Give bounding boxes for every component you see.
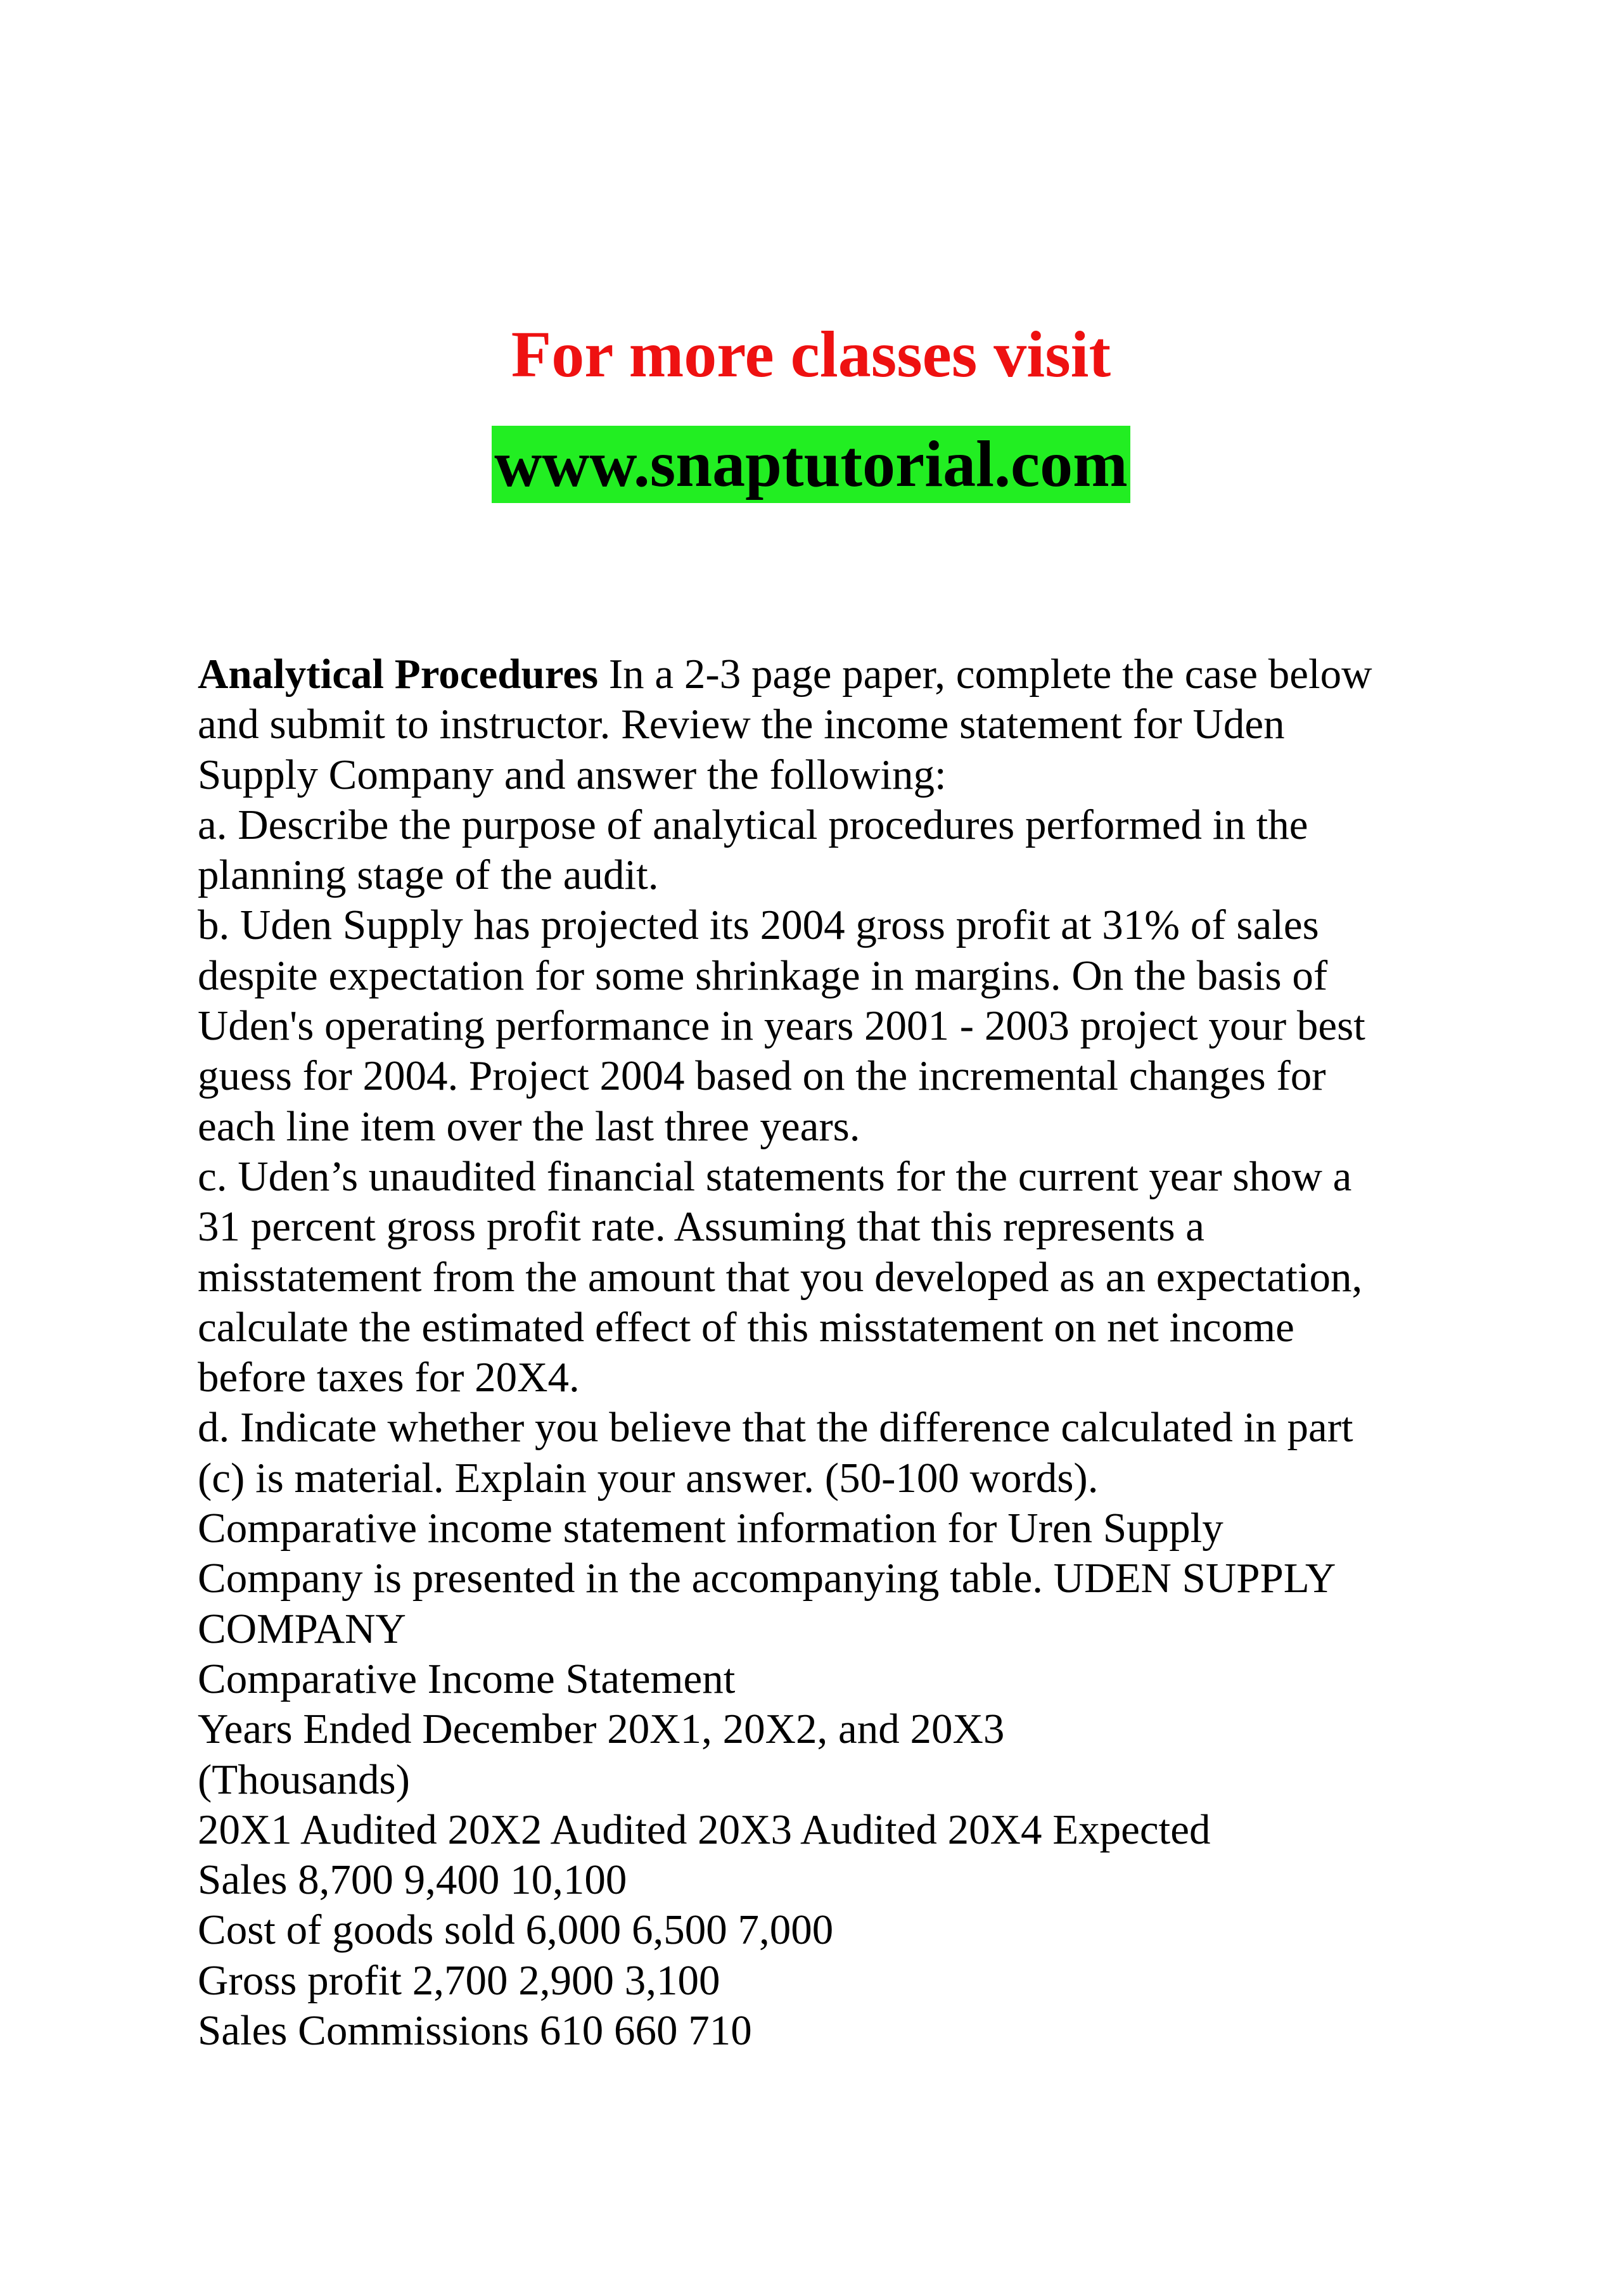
statement-row-sales: Sales 8,700 9,400 10,100 [198,1856,627,1904]
statement-period-line: Years Ended December 20X1, 20X2, and 20X3 [198,1706,1005,1753]
paragraph-line-text: In a 2-3 page paper, complete the case below [598,651,1372,698]
question-b-line: despite expectation for some shrinkage in margins. On the basis of [198,952,1328,999]
paragraph-line: and submit to instructor. Review the income statement for Uden [198,701,1285,748]
paragraph-line [198,649,1465,699]
statement-intro-line: Comparative income statement information for Uren Supply [198,1505,1223,1552]
question-a-line: planning stage of the audit. [198,851,659,899]
promo-url-container [0,426,1622,503]
statement-row-gross-profit: Gross profit 2,700 2,900 3,100 [198,1956,720,2004]
document-heading: Analytical Procedures [198,651,599,698]
question-c-line: before taxes for 20X4. [198,1354,580,1401]
question-b-line: b. Uden Supply has projected its 2004 gross profit at 31% of sales [198,902,1319,949]
statement-row-sales-commissions: Sales Commissions 610 660 710 [198,2007,752,2055]
statement-units-line: (Thousands) [198,1756,410,1803]
question-c-line: 31 percent gross profit rate. Assuming that this represents a [198,1203,1205,1251]
promo-url-link[interactable]: www.snaptutorial.com [492,426,1130,503]
statement-company-line: COMPANY [198,1605,406,1652]
promo-title: For more classes visit [511,318,1111,391]
statement-intro-line: Company is presented in the accompanying table. UDEN SUPPLY [198,1555,1336,1602]
statement-title-line: Comparative Income Statement [198,1655,736,1702]
paragraph-line: Supply Company and answer the following: [198,751,947,798]
question-c-line: calculate the estimated effect of this misstatement on net income [198,1303,1294,1351]
question-b-line: guess for 2004. Project 2004 based on the incremental changes for [198,1052,1326,1100]
question-b-line: each line item over the last three years. [198,1102,860,1150]
question-b-line: Uden's operating performance in years 2001 - 2003 project your best [198,1002,1365,1050]
statement-row-cogs: Cost of goods sold 6,000 6,500 7,000 [198,1906,834,1954]
document-body [198,649,1465,2056]
question-c-line: misstatement from the amount that you developed as an expectation, [198,1253,1363,1301]
question-c-line: c. Uden’s unaudited financial statements for the current year show a [198,1152,1352,1200]
question-a-line: a. Describe the purpose of analytical procedures performed in the [198,801,1308,848]
statement-header-row: 20X1 Audited 20X2 Audited 20X3 Audited 20X4 Expected [198,1806,1211,1853]
question-d-line: d. Indicate whether you believe that the difference calculated in part [198,1404,1353,1451]
question-d-line: (c) is material. Explain your answer. (50-100 words). [198,1454,1099,1502]
